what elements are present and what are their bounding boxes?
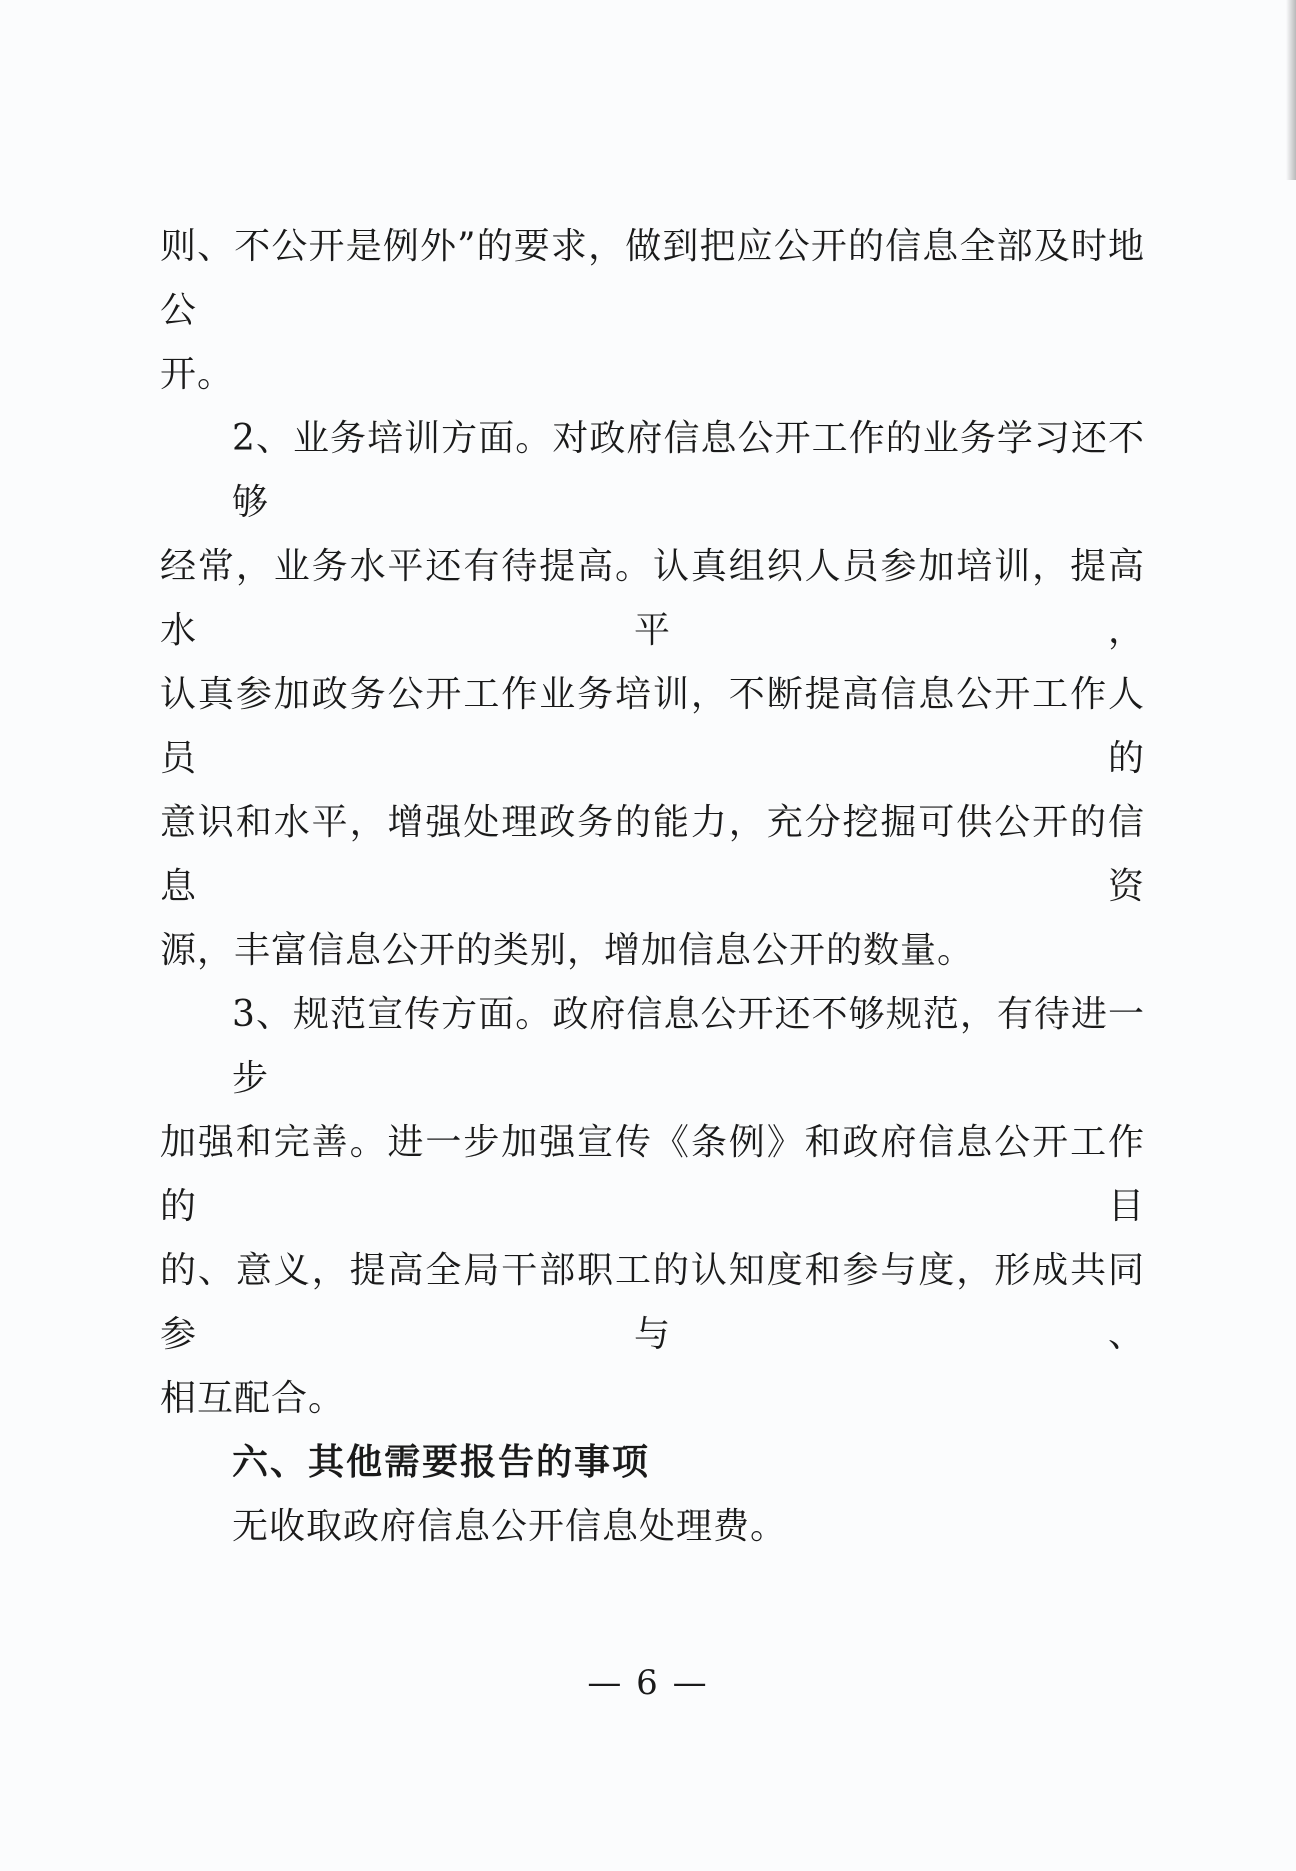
text-line: 3、规范宣传方面。政府信息公开还不够规范，有待进一步 [232,994,1145,1099]
text-line: 2、业务培训方面。对政府信息公开工作的业务学习还不够 [232,418,1145,523]
text-line: 认真参加政务公开工作业务培训，不断提高信息公开工作人员的 [160,674,1145,779]
text-line: 加强和完善。进一步加强宣传《条例》和政府信息公开工作的目 [160,1122,1145,1227]
text-line: 的、意义，提高全局干部职工的认知度和参与度，形成共同参与、 [160,1250,1145,1355]
section-heading: 六、其他需要报告的事项 [232,1442,651,1483]
text-line: 开。 [160,354,235,395]
scan-edge-shadow [1286,0,1296,180]
section-body: 无收取政府信息公开信息处理费。 [232,1506,788,1547]
document-body [160,215,1145,1559]
page-number: — 6 — [587,1663,709,1703]
text-line: 相互配合。 [160,1378,346,1419]
text-line: 则、不公开是例外”的要求，做到把应公开的信息全部及时地公 [160,226,1145,331]
text-line: 经常，业务水平还有待提高。认真组织人员参加培训，提高水平， [160,546,1145,651]
text-line: 意识和水平，增强处理政务的能力，充分挖掘可供公开的信息资 [160,802,1145,907]
text-line: 源，丰富信息公开的类别，增加信息公开的数量。 [160,930,975,971]
